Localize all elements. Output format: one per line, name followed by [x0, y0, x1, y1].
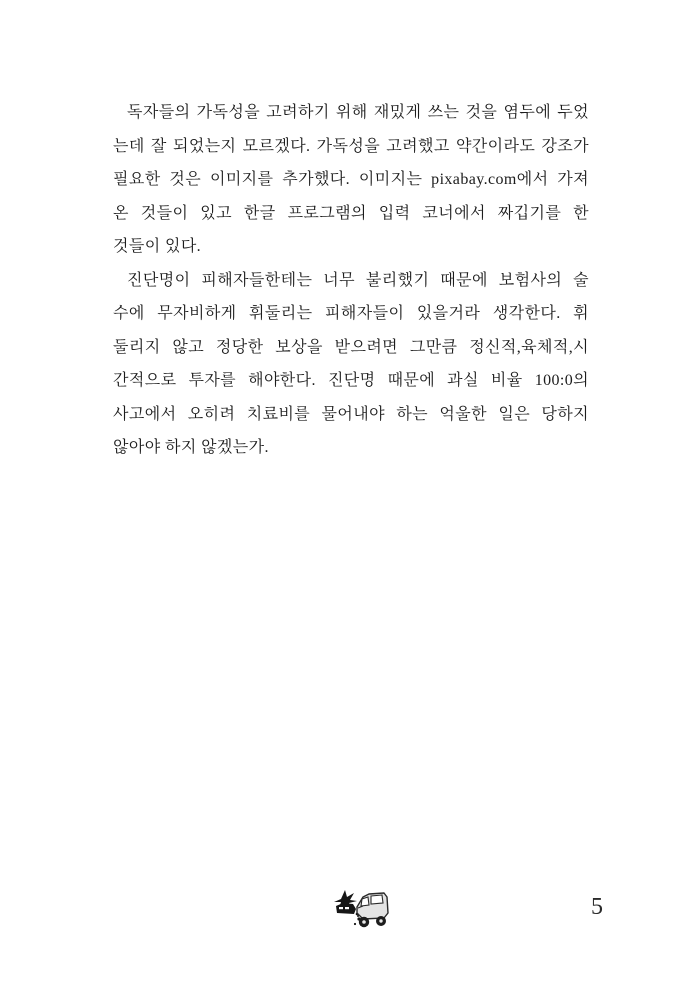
text-line: 사고에서 오히려 치료비를 물어내야 하는 억울한 일은 당하지 — [113, 405, 589, 423]
text-line: 않아야 하지 않겠는가. — [113, 439, 269, 456]
text-line: 간적으로 투자를 해야한다. 진단명 때문에 과실 비율 100:0의 — [113, 372, 589, 389]
text-line: 온 것들이 있고 한글 프로그램의 입력 코너에서 짜깁기를 한 — [113, 204, 589, 222]
car-crash-icon — [334, 889, 390, 931]
text-line: 진단명이 피해자들한테는 너무 불리했기 때문에 보험사의 술 — [127, 271, 589, 289]
text-line: 둘리지 않고 정당한 보상을 받으려면 그만큼 정신적,육체적,시 — [113, 338, 589, 356]
body-text — [113, 96, 589, 465]
text-line: 는데 잘 되었는지 모르겠다. 가독성을 고려했고 약간이라도 강조가 — [113, 137, 589, 155]
text-line: 것들이 있다. — [113, 238, 202, 255]
page-number: 5 — [591, 894, 603, 920]
text-line: 필요한 것은 이미지를 추가했다. 이미지는 pixabay.com에서 가져 — [113, 171, 589, 188]
text-line: 수에 무자비하게 휘둘리는 피해자들이 있을거라 생각한다. 휘 — [113, 305, 589, 322]
text-line: 독자들의 가독성을 고려하기 위해 재밌게 쓰는 것을 염두에 두었 — [127, 104, 589, 121]
